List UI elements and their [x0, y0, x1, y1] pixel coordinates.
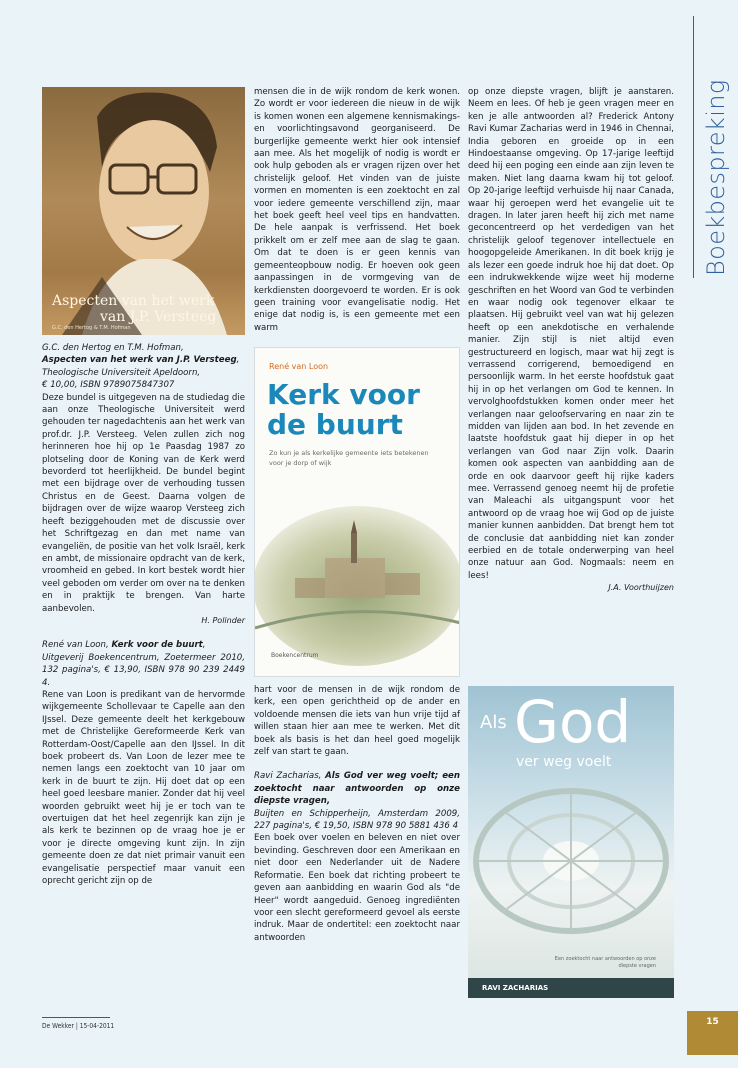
cover-title-line2: van J.P. Versteeg: [100, 309, 217, 325]
column-3: [468, 86, 674, 595]
footer-rule: [42, 1017, 110, 1018]
review1-authors: G.C. den Hertog en T.M. Hofman,: [42, 343, 184, 353]
cover-title-line2: de buurt: [267, 408, 403, 441]
review3-details: Buijten en Schipperheijn, Amsterdam 2009, 227 pagina's, € 19,50, ISBN 978 90 5881 436 4: [254, 808, 460, 832]
cover-subtitle: Zo kun je als kerkelijke gemeente iets betekenen voor je dorp of wijk: [269, 449, 429, 467]
book-cover-als-god-ver-weg-voelt: [468, 686, 674, 998]
review3-heading: Ravi Zacharias, Als God ver weg voelt; een zoektocht naar antwoorden op onze diepste vragen,: [254, 771, 461, 807]
cover-subtitle: Een zoektocht naar antwoorden op onze diepste vragen: [554, 956, 656, 969]
book-cover-kerk-voor-de-buurt: [254, 347, 460, 677]
review2-body-part2: mensen die in de wijk rondom de kerk wonen. Zo wordt er voor iedereen die nieuw in de wijk is komen wonen een algemene kennismakings- en voorlichtingsavond georganiseerd. De burgerlijke gemeente werkt hier ook intensief aan mee. Als het mogelijk of nodig is wordt er ook hulp geboden als er vragen rijzen over het christelijk geloof. Het vinden van de juiste vormen en momenten is een zoektocht en zal voor iedere gemeente verschillend zijn, maar het boek geeft heel veel tips en handvatten. De hele aanpak is verfrissend. Het boek prikkelt om er zelf mee aan de slag te gaan. Om dat te doen is er geen kennis van gemeenteopbouw nodig. Er hoeven ook geen aanpassingen in de vormgeving van de kerkdiensten doorgevoerd te worden. Er is ook geen training voor evangelisatie nodig. Het enige dat nodig is, is een gemeente met een warm: [254, 87, 460, 333]
column-1: [42, 342, 245, 887]
review2-body-part3: hart voor de mensen in de wijk rondom de kerk, een open gerichtheid op de ander en voldoende mensen die iets van hun vrije tijd af willen staan hier aan mee te werken. Met dit boek als basis is het dan heel goed mogelijk zelf van start te gaan.: [254, 685, 460, 758]
cover-publisher: Boekencentrum: [271, 652, 319, 659]
cover-title-god: God: [514, 688, 632, 756]
side-rule: [693, 16, 694, 278]
cover-author-band: RAVI ZACHARIAS: [468, 978, 674, 998]
cover-title-als: Als: [480, 712, 507, 733]
cover-title-rest: ver weg voelt: [516, 754, 612, 770]
cover-title-line1: Aspecten van het werk: [52, 293, 215, 309]
review3-body-part2: op onze diepste vragen, blijft je aanstaren. Neem en lees. Of heb je geen vragen meer en ken je alle antwoorden al? Frederick Antony Ravi Kumar Zacharias werd in 1946 in Chennai, India geboren en groeide op in een Hindoestaanse omgeving. Op 17-jarige leeftijd deed hij een poging een einde aan zijn leven te maken. Niet lang daarna kwam hij tot geloof. Op 20-jarige leeftijd verhuisde hij naar Canada, waar hij geroepen werd het evangelie uit te dragen. In later jaren heeft hij zich met name geconcentreerd op het verdedigen van het christelijk geloof tegenover intellectuele en hoogopgeleide Amerikanen. In dit boek krijg je als lezer een goede indruk hoe hij dat doet. Op een indrukwekkende wijze weet hij moderne geschriften en het Woord van God te verbinden en waar nodig ook tegenover elkaar te plaatsen. Hij gebruikt veel van wat hij gelezen heeft op een anekdotische en verhalende manier. Zijn stijl is niet altijd even gestructureerd en logisch, maar wat hij zegt is verrassend corrigerend, bemoedigend en persoonlijk warm. In het eerste hoofdstuk gaat hij in op het verlangen om God te kennen. In vervolghoofdstukken komen onder meer het verlangen naar geloofservaring en naar zin te midden van lijden aan bod. In het zevende en laatste hoofdstuk gaat hij dieper in op het verlangen van God naar Zijn volk. Daarin komen ook aspecten van aanbidding aan de orde en ook daarvoor geeft hij rijke kaders mee. Verrassend genoeg neemt hij de profetie van Maleachi als uitgangspunt voor het antwoord op de vraag hoe wij God op de juiste manier kunnen aanbidden. Dat brengt hem tot de conclusie dat aanbidding niet kan zonder eerbied en de totale onderwerping van heel onze natuur aan God. Nogmaals: neem en lees!: [468, 87, 674, 581]
aerial-town-illustration: [255, 478, 460, 677]
review1-publisher: Theologische Universiteit Apeldoorn,: [42, 367, 201, 378]
review2-body-part1: Rene van Loon is predikant van de hervormde wijkgemeente Schollevaar te Capelle aan den IJssel. Deze gemeente deelt het kerkgebouw met de Christelijke Gereformeerde Kerk van Rotterdam-Oost/Capelle aan den IJssel. In dit boek probeert ds. Van Loon de lezer mee te nemen langs een zoektocht van 10 jaar om kerk in de buurt te zijn. Hij doet dat op een heel goed leesbare manier. Zonder dat hij veel woorden gebruikt weet hij je er toch van te overtuigen dat het heel zegenrijk kan zijn je als kerk te bezinnen op de vraag hoe je er voor je directe omgeving kunt zijn. In zijn gemeente doen ze dat niet primair vanuit een evangelisatie perspectief maar vanuit een oprecht gericht zijn op de: [42, 689, 245, 887]
footer-publication: De Wekker | 15-04-2011: [42, 1022, 115, 1030]
column-2-lower: [254, 684, 460, 944]
page-number: 15: [687, 1011, 738, 1055]
cover-authors: G.C. den Hertog & T.M. Hofman: [52, 325, 131, 331]
review1-title: Aspecten van het werk van J.P. Versteeg,: [42, 355, 240, 366]
column-2: [254, 86, 460, 334]
review1-signature: H. Polinder: [201, 615, 245, 625]
review2-heading: René van Loon, Kerk voor de buurt,: [42, 640, 206, 651]
review3-signature: J.A. Voorthuijzen: [608, 583, 674, 593]
review3-body-part1: Een boek over voelen en beleven en niet over bevinding. Geschreven door een Amerikaan en niet door een Nederlander uit de Nadere Reformatie. Een boek dat richting probeert te geven aan aanbidding en waarin God als "de Heer" wordt aangeduid. Genoeg ingrediënten voor een slecht gereformeerd gevoel als eerste indruk. Maar de ondertitel: een zoektocht naar antwoorden: [254, 833, 460, 943]
section-label: Boekbespreking: [702, 79, 730, 276]
cover-title-line1: Kerk voor: [267, 378, 420, 411]
review1-body: Deze bundel is uitgegeven na de studiedag die aan onze Theologische Universiteit werd gehouden ter nagedachtenis aan het werk van prof.dr. J.P. Versteeg. Velen zullen zich nog herinneren hoe hij op 1e Paasdag 1987 zo plotseling door de Koning van de Kerk werd bevorderd tot heerlijkheid. De bundel begint met een bijdrage over de verhouding tussen Christus en de Geest. Daarna volgen de bijdragen over de wijze waarop Versteeg zich heeft beziggehouden met de discussie over het Schriftgezag en dan met name van evangeliën, de positie van het volk Israël, kerk en ambt, de missionaire opdracht van de kerk, vroomheid en gebed. In kort bestek wordt hier veel geboden om verder om over na te denken en in praktijk te brengen. Van harte aanbevolen.: [42, 392, 245, 614]
cover-author: René van Loon: [269, 362, 329, 371]
book-cover-versteeg: [42, 87, 245, 335]
review2-details: Uitgeverij Boekencentrum, Zoetermeer 2010, 132 pagina's, € 13,90, ISBN 978 90 239 2449 4.: [42, 652, 245, 688]
review1-price: € 10,00, ISBN 9789075847307: [42, 380, 175, 391]
